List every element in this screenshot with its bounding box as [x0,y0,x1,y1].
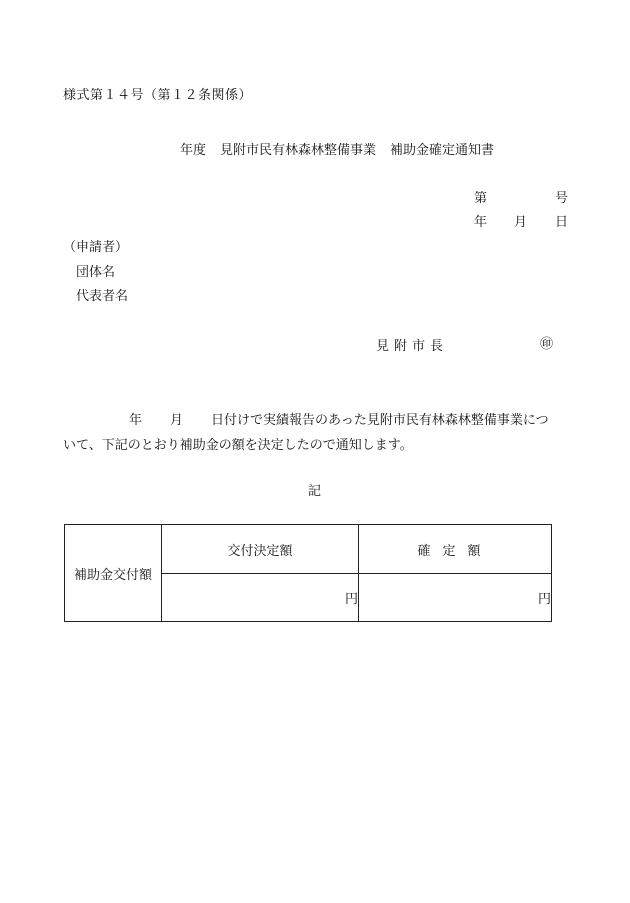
seal-mark: ㊞ [540,337,554,352]
body-month: 月 [170,413,184,428]
ki-heading: 記 [308,484,322,499]
date-year-label: 年 [474,215,488,230]
date-month-label: 月 [514,215,528,230]
amount-table [64,524,552,622]
notice-body [63,408,558,458]
applicant-heading: （申請者） [63,240,129,255]
cell-grant-decision-amount: 円 [162,574,359,622]
date-day-label: 日 [555,215,569,230]
header-grant-decision-amount: 交付決定額 [162,525,359,574]
row-label-subsidy-amount: 補助金交付額 [65,525,162,622]
title-main: 見附市民有林森林整備事業 [220,143,377,158]
document-title [180,143,494,159]
title-sub: 補助金確定通知書 [390,143,495,158]
body-year: 年 [129,413,143,428]
body-text: 日付けで実績報告のあった見附市民有林森林整備事業について、下記のとおり補助金の額を決定したので通知します。 [63,413,549,453]
issuer-name: 見附市長 [376,339,449,354]
doc-number-prefix: 第 [474,191,488,206]
group-name-label: 団体名 [76,265,116,280]
form-number: 様式第１４号（第１２条関係） [63,88,253,103]
doc-number-suffix: 号 [555,191,569,206]
title-year-suffix: 年度 [180,143,207,158]
cell-confirmed-amount: 円 [359,574,552,622]
representative-label: 代表者名 [76,289,129,304]
header-confirmed-amount: 確定額 [359,525,552,574]
